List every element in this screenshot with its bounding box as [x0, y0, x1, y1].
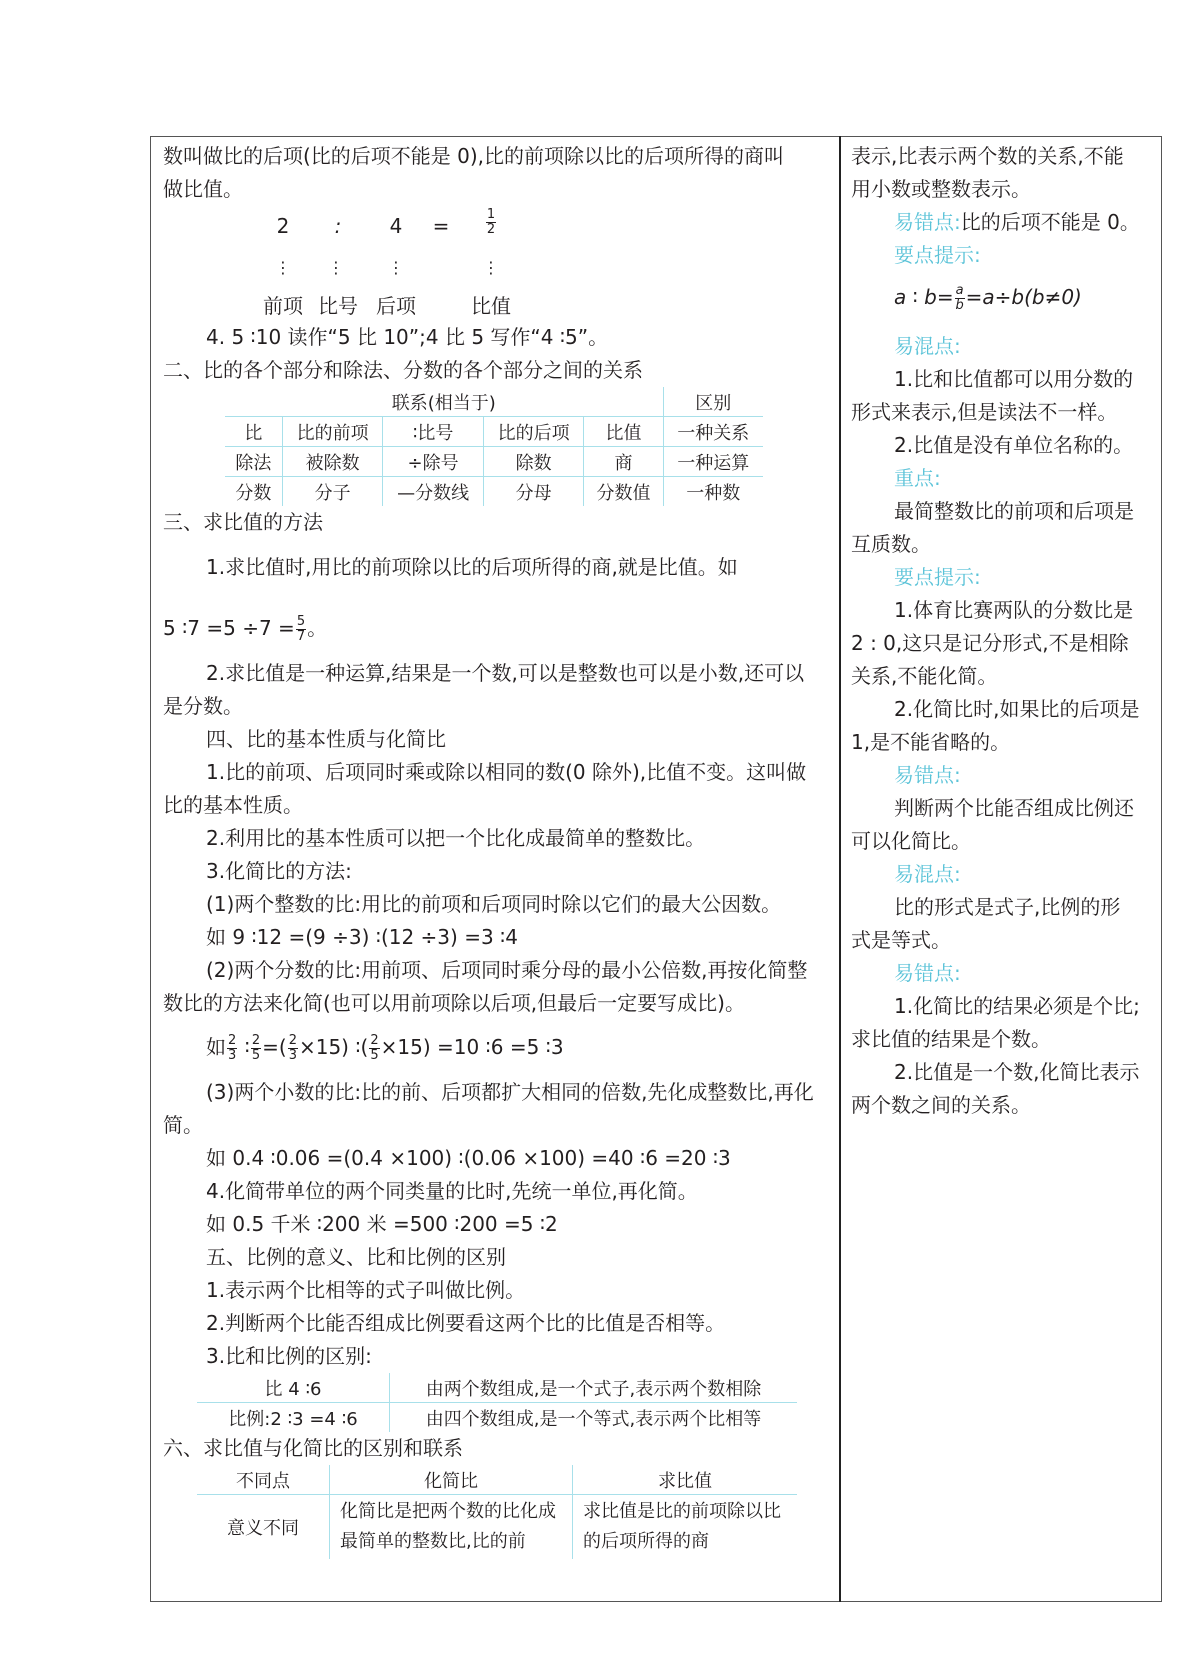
section-heading: 三、求比值的方法	[163, 510, 323, 534]
dots-icon: ⋮	[388, 258, 404, 277]
table-row	[197, 1495, 797, 1560]
example-formula	[163, 612, 831, 645]
diagram-label: 前项	[263, 294, 303, 318]
paragraph: 比的基本性质。	[163, 793, 303, 817]
paragraph: 2.利用比的基本性质可以把一个比化成最简单的整数比。	[206, 826, 706, 850]
diagram-colon: :	[334, 214, 342, 238]
diagram-value	[481, 208, 501, 237]
example-formula: 如 0.5 千米 ∶200 米 =500 ∶200 =5 ∶2	[206, 1212, 558, 1236]
table-row	[225, 417, 763, 447]
example-formula	[163, 1026, 831, 1068]
table-cell: 分数	[225, 477, 282, 507]
example-formula: 如 9 ∶12 =(9 ÷3) ∶(12 ÷3) =3 ∶4	[206, 925, 518, 949]
fraction-denominator: 2	[486, 222, 496, 237]
section-heading: 六、求比值与化简比的区别和联系	[163, 1436, 463, 1460]
table-cell: 分数值	[584, 477, 663, 507]
note-text: 求比值的结果是个数。	[851, 1027, 1051, 1051]
fraction-numerator: 2	[251, 1033, 261, 1048]
table-cell: 比	[225, 417, 282, 447]
diagram-back-term: 4	[389, 214, 403, 238]
note-text: 式是等式。	[851, 928, 951, 952]
note-text: 表示,比表示两个数的关系,不能	[851, 144, 1124, 168]
note-text: 2.比值是一个数,化简比表示	[894, 1060, 1140, 1084]
note-text: 1,是不能省略的。	[851, 730, 1011, 754]
table-cell: 商	[584, 447, 663, 477]
note-text: 可以化简比。	[851, 829, 971, 853]
paragraph: 1.求比值时,用比的前项除以比的后项所得的商,就是比值。如	[206, 555, 738, 579]
relation-table	[225, 387, 763, 506]
paragraph: 2.判断两个比能否组成比例要看这两个比的比值是否相等。	[206, 1311, 726, 1335]
note-text: 用小数或整数表示。	[851, 177, 1031, 201]
note-item	[851, 206, 1155, 239]
section-heading: 五、比例的意义、比和比例的区别	[206, 1245, 506, 1269]
note-text: 两个数之间的关系。	[851, 1093, 1031, 1117]
paragraph: 3.比和比例的区别:	[206, 1344, 372, 1368]
note-text: 2.化简比时,如果比的后项是	[894, 697, 1140, 721]
diagram-front-term: 2	[276, 214, 290, 238]
note-text: 最简整数比的前项和后项是	[894, 499, 1134, 523]
table-row	[197, 1465, 797, 1495]
note-text: 1.化简比的结果必须是个比;	[894, 994, 1140, 1018]
note-label: 易错点:	[894, 763, 961, 787]
fraction-denominator: 5	[370, 1048, 379, 1063]
table-header: 联系(相当于)	[391, 392, 496, 414]
sidebar-notes	[851, 140, 1155, 1122]
note-text: 关系,不能化简。	[851, 664, 998, 688]
diagram-label: 比号	[318, 294, 358, 318]
table-cell: 比例:2 ∶3 =4 ∶6	[197, 1403, 390, 1433]
table-cell: 被除数	[282, 447, 383, 477]
table-cell: 比的后项	[483, 417, 584, 447]
table-cell: 一种关系	[663, 417, 763, 447]
section-heading: 二、比的各个部分和除法、分数的各个部分之间的关系	[163, 358, 643, 382]
note-text: 形式来表示,但是读法不一样。	[851, 400, 1118, 424]
table-cell: 一种运算	[663, 447, 763, 477]
table-cell: ∶比号	[383, 417, 484, 447]
fraction-numerator: 2	[288, 1033, 297, 1048]
main-column	[163, 140, 831, 1559]
diagram-label: 后项	[376, 294, 416, 318]
note-label: 要点提示:	[894, 243, 981, 267]
table-cell: 比的前项	[282, 417, 383, 447]
table-header: 求比值	[573, 1465, 798, 1495]
table-cell: 由四个数组成,是一个等式,表示两个比相等	[390, 1403, 798, 1433]
table-cell: 比 4 ∶6	[264, 1378, 322, 1400]
table-row	[225, 477, 763, 507]
column-divider	[839, 136, 841, 1602]
fraction-numerator: 5	[296, 614, 306, 629]
table-cell: 比值	[584, 417, 663, 447]
note-text: 2 : 0,这只是记分形式,不是相除	[851, 631, 1129, 655]
formula	[851, 272, 1155, 322]
fraction-denominator: b	[955, 298, 964, 313]
table-row	[225, 447, 763, 477]
table-cell: 分子	[282, 477, 383, 507]
paragraph: (3)两个小数的比:比的前、后项都扩大相同的倍数,先化成整数比,再化	[206, 1080, 814, 1104]
table-cell: ÷除号	[383, 447, 484, 477]
note-label: 易错点:	[894, 210, 961, 234]
paragraph: 1.比的前项、后项同时乘或除以相同的数(0 除外),比值不变。这叫做	[206, 760, 807, 784]
note-text: 1.体育比赛两队的分数比是	[894, 598, 1134, 622]
table-cell: 意义不同	[197, 1495, 330, 1560]
table-header: 区别	[663, 387, 763, 417]
table-row	[197, 1403, 797, 1433]
table-header: 化简比	[330, 1465, 573, 1495]
ratio-vs-proportion-table	[197, 1373, 797, 1432]
formula-text: 。	[307, 616, 328, 640]
paragraph: 3.化简比的方法:	[206, 859, 352, 883]
note-label: 易错点:	[894, 961, 961, 985]
fraction-numerator: a	[955, 283, 964, 298]
section-heading: 四、比的基本性质与化简比	[206, 727, 446, 751]
dots-icon: ⋮	[328, 258, 344, 277]
note-text: 判断两个比能否组成比例还	[894, 796, 1134, 820]
table-row	[197, 1373, 797, 1403]
fraction-numerator: 2	[228, 1033, 237, 1048]
formula-text: a ∶ b=	[894, 285, 954, 309]
formula-text: ×15) =10 ∶6 =5 ∶3	[380, 1035, 564, 1059]
table-cell: —分数线	[383, 477, 484, 507]
table-cell: 除数	[483, 447, 584, 477]
paragraph: 4.化简带单位的两个同类量的比时,先统一单位,再化简。	[206, 1179, 698, 1203]
note-text: 互质数。	[851, 532, 931, 556]
fraction-denominator: 5	[251, 1048, 261, 1063]
ratio-parts-diagram	[163, 206, 831, 321]
fraction-numerator: 2	[370, 1033, 379, 1048]
paragraph: 2.求比值是一种运算,结果是一个数,可以是整数也可以是小数,还可以	[206, 661, 805, 685]
paragraph: 是分数。	[163, 694, 243, 718]
fraction-denominator: 3	[228, 1048, 237, 1063]
note-text: 比的形式是式子,比例的形	[894, 895, 1121, 919]
note-text: 2.比值是没有单位名称的。	[894, 433, 1134, 457]
paragraph: (2)两个分数的比:用前项、后项同时乘分母的最小公倍数,再按化简整	[206, 958, 808, 982]
intro-line: 数叫做比的后项(比的后项不能是 0),比的前项除以比的后项所得的商叫	[163, 144, 785, 168]
table-cell: 分母	[483, 477, 584, 507]
note-text: 比的后项不能是 0。	[960, 210, 1140, 234]
table-cell: 由两个数组成,是一个式子,表示两个数相除	[390, 1373, 798, 1403]
note-text: 1.比和比值都可以用分数的	[894, 367, 1134, 391]
diagram-label: 比值	[471, 294, 511, 318]
formula-text: 5 ∶7 =5 ÷7 =	[163, 616, 295, 640]
table-cell: 除法	[225, 447, 282, 477]
fraction-denominator: 3	[288, 1048, 297, 1063]
note-label: 要点提示:	[894, 565, 981, 589]
simplify-vs-value-table	[197, 1465, 797, 1559]
example-formula: 如 0.4 ∶0.06 =(0.4 ×100) ∶(0.06 ×100) =40 ∶6 =20 ∶3	[206, 1146, 731, 1170]
dots-icon: ⋮	[275, 258, 291, 277]
paragraph: 1.表示两个比相等的式子叫做比例。	[206, 1278, 526, 1302]
formula-text: ×15) ∶(	[298, 1035, 369, 1059]
paragraph: 简。	[163, 1113, 203, 1137]
paragraph: 数比的方法来化简(也可以用前项除以后项,但最后一定要写成比)。	[163, 991, 745, 1015]
note-label: 易混点:	[894, 334, 961, 358]
dots-icon: ⋮	[483, 258, 499, 277]
note-label: 重点:	[894, 466, 941, 490]
formula-text: =(	[262, 1035, 287, 1059]
fraction-denominator: 7	[296, 629, 306, 644]
diagram-equals: =	[432, 214, 450, 238]
paragraph: (1)两个整数的比:用比的前项和后项同时除以它们的最大公因数。	[206, 892, 782, 916]
formula-text: 如	[206, 1035, 226, 1059]
intro-line: 做比值。	[163, 177, 243, 201]
note-label: 易混点:	[894, 862, 961, 886]
fraction-numerator: 1	[486, 207, 496, 222]
table-cell: 求比值是比的前项除以比的后项所得的商	[573, 1495, 798, 1560]
formula-text: =a÷b(b≠0)	[965, 285, 1082, 309]
reading-rule: 4. 5 ∶10 读作“5 比 10”;4 比 5 写作“4 ∶5”。	[206, 325, 609, 349]
formula-text: ∶	[238, 1035, 250, 1059]
table-header: 不同点	[236, 1470, 290, 1492]
table-cell: 化简比是把两个数的比化成最简单的整数比,比的前	[330, 1495, 573, 1560]
table-cell: 一种数	[663, 477, 763, 507]
